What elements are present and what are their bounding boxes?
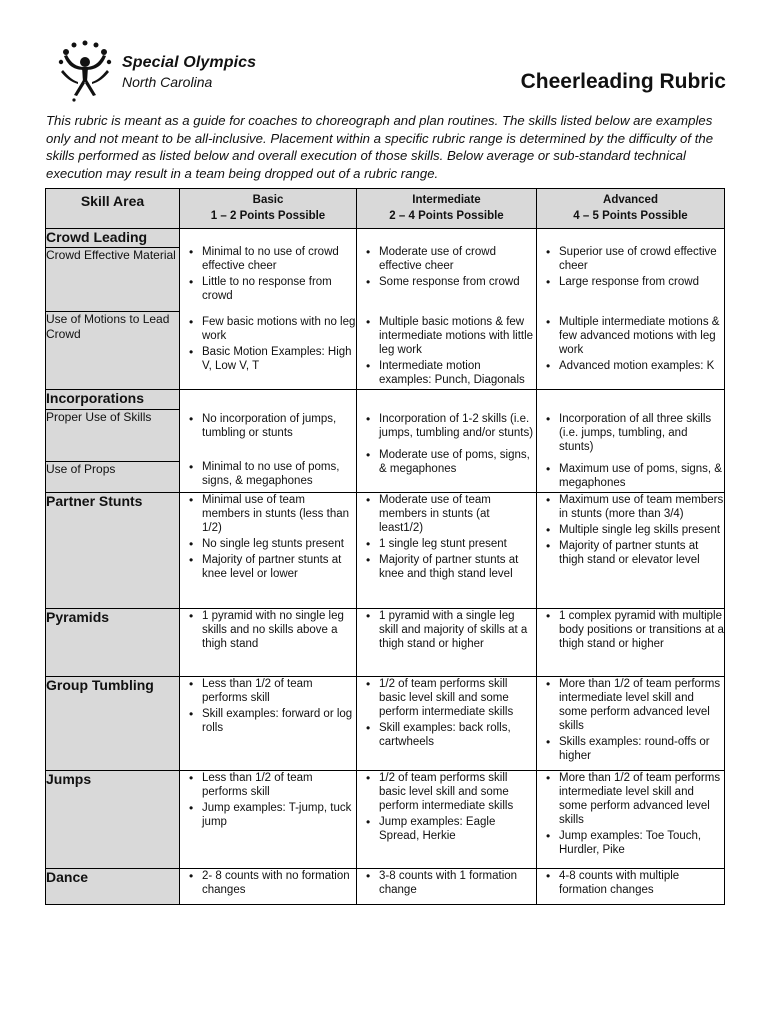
basic-points: 1 – 2 Points Possible — [210, 210, 326, 222]
intermediate-header — [357, 189, 537, 229]
org-name: Special Olympics — [122, 54, 257, 71]
bullet-list — [357, 677, 536, 749]
list-item: • 1 pyramid with no single leg skills and no skills above a thigh stand — [202, 609, 356, 651]
list-item: • 2- 8 counts with no formation changes — [202, 869, 356, 897]
bullet-list — [357, 315, 536, 387]
basic-header — [180, 189, 357, 229]
proper-skills-label: Proper Use of Skills — [46, 409, 180, 461]
list-item: • 1 complex pyramid with multiple body positions or transitions at a thigh stand or higher — [559, 609, 724, 651]
incorporations-intermediate — [357, 390, 537, 493]
incorporations-basic — [180, 390, 357, 493]
bullet-list — [180, 460, 356, 488]
bullet-list — [537, 771, 724, 857]
page-header — [56, 40, 726, 106]
list-item: • More than 1/2 of team performs intermediate level skill and some perform advanced level skills — [559, 677, 724, 733]
section-title: Crowd Leading — [46, 229, 180, 248]
list-item: • Skill examples: back rolls, cartwheels — [379, 721, 536, 749]
bullet-list — [357, 448, 536, 476]
pyramids-intermediate — [357, 609, 537, 677]
basic-label: Basic — [252, 194, 284, 206]
list-item: • Few basic motions with no leg work — [202, 315, 356, 343]
crowd-effective-label: Crowd Effective Material — [46, 248, 180, 312]
props-label: Use of Props — [46, 461, 180, 492]
advanced-header — [537, 189, 725, 229]
list-item: • Maximum use of poms, signs, & megaphones — [559, 462, 724, 490]
bullet-list — [357, 493, 536, 581]
bullet-list — [357, 869, 536, 897]
list-item: • Less than 1/2 of team performs skill — [202, 677, 356, 705]
list-item: • Moderate use of crowd effective cheer — [379, 245, 536, 273]
partner-stunts-label: Partner Stunts — [46, 493, 180, 609]
jumps-advanced — [537, 771, 725, 869]
crowd-leading-advanced — [537, 229, 725, 390]
bullet-list — [180, 245, 356, 303]
dance-label: Dance — [46, 869, 180, 905]
bullet-list — [537, 677, 724, 763]
header-row — [46, 189, 725, 229]
list-item: • Majority of partner stunts at knee and thigh stand level — [379, 553, 536, 581]
dance-advanced — [537, 869, 725, 905]
list-item: • 4-8 counts with multiple formation changes — [559, 869, 724, 897]
list-item: • Multiple single leg skills present — [559, 523, 724, 537]
list-item: • Jump examples: Toe Touch, Hurdler, Pike — [559, 829, 724, 857]
list-item: • Large response from crowd — [559, 275, 724, 289]
list-item: • Minimal use of team members in stunts (less than 1/2) — [202, 493, 356, 535]
incorporations-advanced — [537, 390, 725, 493]
dance-basic — [180, 869, 357, 905]
section-title: Incorporations — [46, 390, 180, 410]
list-item: • Little to no response from crowd — [202, 275, 356, 303]
bullet-list — [357, 771, 536, 843]
list-item: • Superior use of crowd effective cheer — [559, 245, 724, 273]
row-dance — [46, 869, 725, 905]
pyramids-advanced — [537, 609, 725, 677]
row-pyramids — [46, 609, 725, 677]
pyramids-basic — [180, 609, 357, 677]
group-tumbling-intermediate — [357, 677, 537, 771]
bullet-list — [357, 609, 536, 651]
motions-label: Use of Motions to Lead Crowd — [46, 312, 180, 390]
crowd-leading-basic — [180, 229, 357, 390]
list-item: • Jump examples: T-jump, tuck jump — [202, 801, 356, 829]
jumps-intermediate — [357, 771, 537, 869]
list-item: • Moderate use of team members in stunts (at least1/2) — [379, 493, 536, 535]
group-tumbling-advanced — [537, 677, 725, 771]
bullet-list — [180, 609, 356, 651]
bullet-list — [357, 412, 536, 440]
list-item: • Less than 1/2 of team performs skill — [202, 771, 356, 799]
partner-stunts-basic — [180, 493, 357, 609]
list-item: • Incorporation of 1-2 skills (i.e. jumps, tumbling and/or stunts) — [379, 412, 536, 440]
bullet-list — [537, 412, 724, 454]
list-item: • Majority of partner stunts at knee level or lower — [202, 553, 356, 581]
row-partner-stunts — [46, 493, 725, 609]
document-title: Cheerleading Rubric — [520, 70, 726, 93]
bullet-list — [537, 315, 724, 373]
bullet-list — [537, 609, 724, 651]
list-item: • Basic Motion Examples: High V, Low V, T — [202, 345, 356, 373]
list-item: • More than 1/2 of team performs intermediate level skill and some perform advanced level skills — [559, 771, 724, 827]
intermediate-label: Intermediate — [412, 194, 481, 206]
partner-stunts-intermediate — [357, 493, 537, 609]
list-item: • Multiple basic motions & few intermediate motions with little leg work — [379, 315, 536, 357]
partner-stunts-advanced — [537, 493, 725, 609]
advanced-points: 4 – 5 Points Possible — [573, 210, 688, 222]
list-item: • Skill examples: forward or log rolls — [202, 707, 356, 735]
list-item: • 1/2 of team performs skill basic level skill and some perform intermediate skills — [379, 771, 536, 813]
list-item: • Moderate use of poms, signs, & megaphones — [379, 448, 536, 476]
skill-area-header: Skill Area — [46, 189, 180, 229]
list-item: • 1 pyramid with a single leg skill and majority of skills at a thigh stand or higher — [379, 609, 536, 651]
crowd-leading-intermediate — [357, 229, 537, 390]
list-item: • 3-8 counts with 1 formation change — [379, 869, 536, 897]
bullet-list — [180, 493, 356, 581]
list-item: • 1 single leg stunt present — [379, 537, 536, 551]
list-item: • Multiple intermediate motions & few advanced motions with leg work — [559, 315, 724, 357]
list-item: • Maximum use of team members in stunts (more than 3/4) — [559, 493, 724, 521]
bullet-list — [180, 315, 356, 373]
list-item: • Intermediate motion examples: Punch, Diagonals — [379, 359, 536, 387]
list-item: • Jump examples: Eagle Spread, Herkie — [379, 815, 536, 843]
bullet-list — [537, 245, 724, 289]
org-subtitle: North Carolina — [122, 74, 213, 90]
list-item: • No single leg stunts present — [202, 537, 356, 551]
bullet-list — [180, 771, 356, 829]
jumps-basic — [180, 771, 357, 869]
special-olympics-logo — [56, 40, 114, 102]
row-jumps — [46, 771, 725, 869]
section-row-crowd-leading — [46, 229, 725, 248]
bullet-list — [537, 462, 724, 490]
intermediate-points: 2 – 4 Points Possible — [389, 210, 504, 222]
section-row-incorporations — [46, 390, 725, 410]
pyramids-label: Pyramids — [46, 609, 180, 677]
list-item: • Some response from crowd — [379, 275, 536, 289]
row-group-tumbling — [46, 677, 725, 771]
jumps-label: Jumps — [46, 771, 180, 869]
bullet-list — [537, 493, 724, 567]
bullet-list — [180, 677, 356, 735]
list-item: • Skills examples: round-offs or higher — [559, 735, 724, 763]
bullet-list — [537, 869, 724, 897]
dance-intermediate — [357, 869, 537, 905]
bullet-list — [180, 869, 356, 897]
group-tumbling-basic — [180, 677, 357, 771]
list-item: • Majority of partner stunts at thigh stand or elevator level — [559, 539, 724, 567]
list-item: • Minimal to no use of poms, signs, & megaphones — [202, 460, 356, 488]
list-item: • Incorporation of all three skills (i.e. jumps, tumbling, and stunts) — [559, 412, 724, 454]
bullet-list — [180, 412, 356, 440]
intro-paragraph: This rubric is meant as a guide for coaches to choreograph and plan routines. The skills listed below are examples only and not meant to be all-inclusive. Placement within a specific rubric range is determined by the difficulty of the skills performed as listed below and overall execution of those skills. Below average or sub-standard technical execution may result in a team being dropped out of a rubric range. — [46, 113, 714, 181]
list-item: • Minimal to no use of crowd effective cheer — [202, 245, 356, 273]
list-item: • Advanced motion examples: K — [559, 359, 724, 373]
advanced-label: Advanced — [603, 194, 658, 206]
group-tumbling-label: Group Tumbling — [46, 677, 180, 771]
rubric-table — [45, 188, 725, 905]
list-item: • No incorporation of jumps, tumbling or stunts — [202, 412, 356, 440]
bullet-list — [357, 245, 536, 289]
list-item: • 1/2 of team performs skill basic level skill and some perform intermediate skills — [379, 677, 536, 719]
